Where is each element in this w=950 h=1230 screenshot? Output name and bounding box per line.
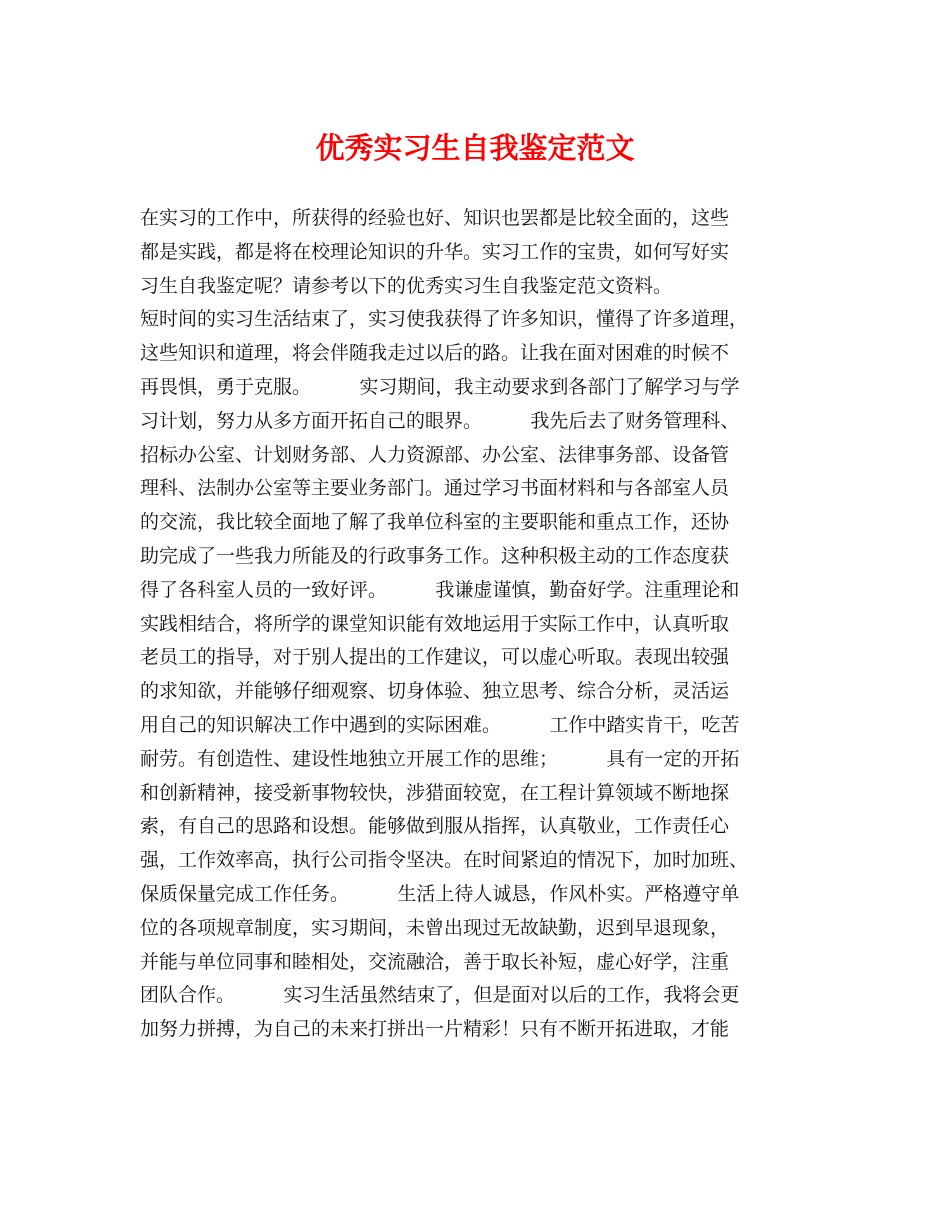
body-line: 索，有自己的思路和设想。能够做到服从指挥，认真敬业，工作责任心: [140, 815, 730, 838]
body-line: 用自己的知识解决工作中遇到的实际困难。 工作中踏实肯干，吃苦: [140, 713, 740, 736]
body-line: 习生自我鉴定呢？请参考以下的优秀实习生自我鉴定范文资料。: [140, 274, 673, 297]
body-line: 得了各科室人员的一致好评。 我谦虚谨慎，勤奋好学。注重理论和: [140, 578, 740, 601]
body-line: 招标办公室、计划财务部、人力资源部、办公室、法律事务部、设备管: [140, 443, 730, 466]
body-line: 和创新精神，接受新事物较快，涉猎面较宽，在工程计算领域不断地探: [140, 781, 730, 804]
body-line: 团队合作。 实习生活虽然结束了，但是面对以后的工作，我将会更: [140, 984, 740, 1007]
document-title: 优秀实习生自我鉴定范文: [315, 131, 635, 165]
body-line: 在实习的工作中，所获得的经验也好、知识也罢都是比较全面的，这些: [140, 207, 730, 229]
body-line: 这些知识和道理，将会伴随我走过以后的路。让我在面对困难的时候不: [140, 342, 730, 365]
body-line: 再畏惧，勇于克服。 实习期间，我主动要求到各部门了解学习与学: [140, 375, 740, 398]
body-line: 老员工的指导，对于别人提出的工作建议，可以虚心听取。表现出较强: [140, 646, 730, 669]
body-line: 耐劳。有创造性、建设性地独立开展工作的思维； 具有一定的开拓: [140, 747, 740, 770]
body-line: 实践相结合，将所学的课堂知识能有效地运用于实际工作中，认真听取: [140, 612, 730, 635]
body-line: 都是实践，都是将在校理论知识的升华。实习工作的宝贵，如何写好实: [140, 240, 730, 263]
document-body: [140, 202, 830, 1047]
body-line: 保质保量完成工作任务。 生活上待人诚恳，作风朴实。严格遵守单: [140, 882, 740, 905]
body-line: 习计划，努力从多方面开拓自己的眼界。 我先后去了财务管理科、: [140, 409, 740, 432]
body-line: 的求知欲，并能够仔细观察、切身体验、独立思考、综合分析，灵活运: [140, 680, 730, 703]
body-line: 短时间的实习生活结束了，实习使我获得了许多知识，懂得了许多道理，: [140, 308, 749, 331]
body-line: 强，工作效率高，执行公司指令坚决。在时间紧迫的情况下，加时加班、: [140, 849, 749, 872]
body-line: 的交流，我比较全面地了解了我单位科室的主要职能和重点工作，还协: [140, 511, 730, 534]
body-line: 加努力拼搏，为自己的未来打拼出一片精彩！只有不断开拓进取，才能: [140, 1018, 730, 1041]
body-line: 助完成了一些我力所能及的行政事务工作。这种积极主动的工作态度获: [140, 544, 730, 567]
body-line: 位的各项规章制度，实习期间，未曾出现过无故缺勤，迟到早退现象，: [140, 916, 730, 939]
body-line: 并能与单位同事和睦相处，交流融洽，善于取长补短，虚心好学，注重: [140, 950, 730, 973]
body-line: 理科、法制办公室等主要业务部门。通过学习书面材料和与各部室人员: [140, 477, 730, 500]
